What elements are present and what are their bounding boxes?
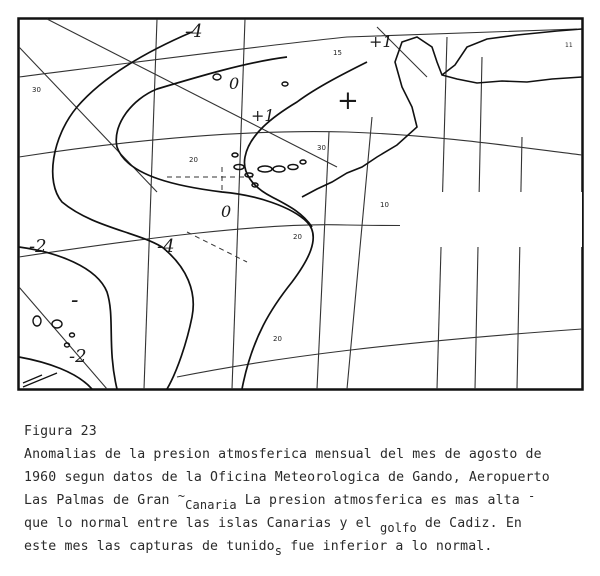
isobar-label-minus2-bottom: -2 <box>69 346 87 367</box>
grid-label-lat-30-left: 30 <box>32 86 41 94</box>
isobar-label-zero-center: 0 <box>221 202 232 221</box>
caption-line-5-sub: s <box>274 544 283 558</box>
isobar-label-plus1-center: +1 <box>251 106 275 125</box>
grid-label-lat-20-right: 20 <box>293 233 302 241</box>
isobar-label-minus2-left: -2 <box>29 236 47 257</box>
caption-line-4-a: que lo normal entre las islas Canarias y el <box>24 516 380 531</box>
figure-label: Figura 23 <box>24 424 97 439</box>
isobar-anomaly-map <box>17 17 584 391</box>
caption-line-5 <box>24 535 584 558</box>
grid-label-lat-20-mid: 20 <box>189 156 198 164</box>
isobar-label-minus4-center: -4 <box>157 236 175 257</box>
grid-label-lat-20-bottom: 20 <box>273 335 282 343</box>
isobar-curves <box>19 32 367 389</box>
blank-legend-box <box>400 192 582 247</box>
caption-line-4 <box>24 512 584 535</box>
caption-line-4-b: de Cadiz. En <box>416 516 522 531</box>
caption-line-3-mark: ~ <box>177 489 186 503</box>
caption-line-2: 1960 segun datos de la Oficina Meteorologica de Gando, Aeropuerto <box>24 470 550 485</box>
canary-islands <box>232 153 306 187</box>
isobar-label-zero-upper: 0 <box>229 74 240 93</box>
caption-line-5-b: fue inferior a lo normal. <box>282 539 493 554</box>
caption-line-3 <box>24 489 584 512</box>
dash-mark-left: - <box>71 288 79 313</box>
caption-line-3-a: Las Palmas de Gran <box>24 493 178 508</box>
caption-line-1: Anomalias de la presion atmosferica mensual del mes de agosto de <box>24 447 542 462</box>
grid-label-lat-30-mid: 30 <box>317 144 326 152</box>
dashed-lines <box>167 167 257 262</box>
figure-caption <box>24 420 584 558</box>
plus-mark: + <box>337 86 359 116</box>
grid-label-lon-10: 10 <box>380 201 389 209</box>
corner-hatch <box>23 373 57 387</box>
caption-line-3-tail: - <box>527 489 536 503</box>
isobar-label-plus1-top-right: +1 <box>369 32 393 51</box>
grid-label-lon-15: 15 <box>333 49 342 57</box>
caption-line-5-a: este mes las capturas de tunido <box>24 539 275 554</box>
isobar-label-minus4-top: -4 <box>185 21 203 42</box>
caption-line-4-sub: golfo <box>379 521 417 535</box>
caption-line-3-sub: Canaria <box>185 498 237 512</box>
corner-mark: 11 <box>565 42 573 49</box>
caption-line-3-b: La presion atmosferica es mas alta <box>236 493 520 508</box>
